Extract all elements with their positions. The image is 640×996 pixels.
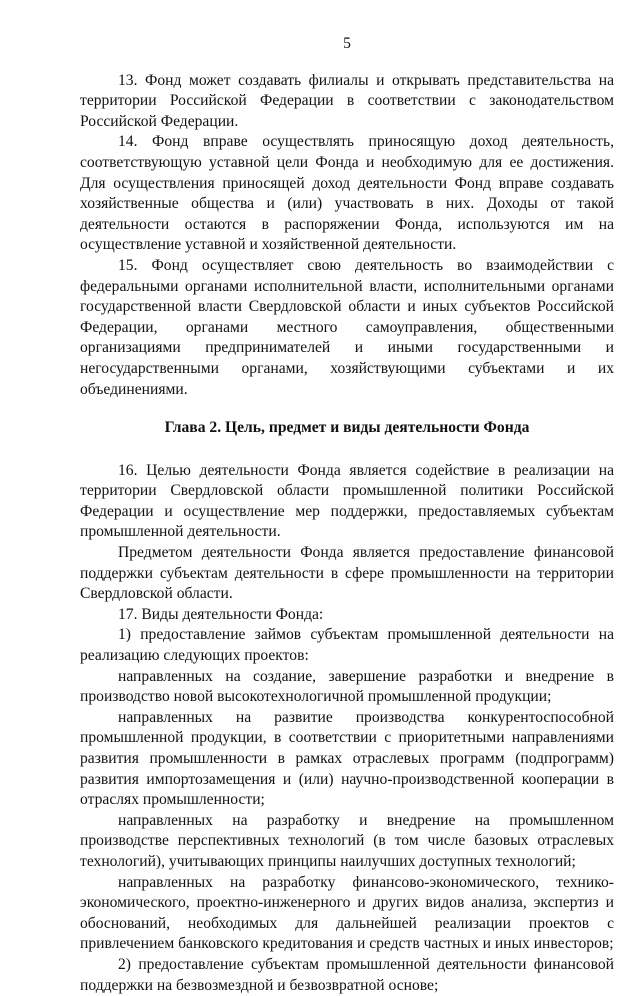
- page-number: 5: [343, 35, 351, 52]
- document-page: [80, 34, 614, 996]
- paragraph-16: 16. Целью деятельности Фонда является содействие в реализации на территории Свердловской области промышленной политики Российской Федерации и осуществление мер поддержки, предоставляемых субъектам промышленной деятельности.: [80, 461, 614, 541]
- list-item-2: 2) предоставление субъектам промышленной деятельности финансовой поддержки на безвозмездной и безвозвратной основе;: [80, 955, 614, 994]
- paragraph-13: 13. Фонд может создавать филиалы и открывать представительства на территории Российской Федерации в соответствии с законодательством Российской Федерации.: [80, 71, 614, 130]
- list-subitem-2: направленных на развитие производства конкурентоспособной промышленной продукции, в соответствии с приоритетными направлениями развития промышленности в рамках отраслевых программ (подпрограмм) развития импортозамещения и (или) научно-производственной кооперации в отраслях промышленности;: [80, 708, 614, 809]
- paragraph-14: 14. Фонд вправе осуществлять приносящую доход деятельность, соответствующую уставной цели Фонда и необходимую для ее достижения. Для осуществления приносящей доход деятельности Фонд вправе создавать хозяйственные общества и (или) участвовать в них. Доходы от такой деятельности остаются в распоряжении Фонда, используются им на осуществление уставной и хозяйственной деятельности.: [80, 133, 614, 254]
- list-item-1: 1) предоставление займов субъектам промышленной деятельности на реализацию следующих проектов:: [80, 626, 614, 665]
- paragraph-subject: Предметом деятельности Фонда является предоставление финансовой поддержки субъектам деятельности в сфере промышленности на территории Свердловской области.: [80, 544, 614, 603]
- paragraph-15: 15. Фонд осуществляет свою деятельность во взаимодействии с федеральными органами исполнительной власти, исполнительными органами государственной власти Свердловской области и иных субъектов Российской Федерации, органами местного самоуправления, общественными организациями предпринимателей и иными государственными и негосударственными органами, хозяйствующими субъектами и их объединениями.: [80, 256, 614, 398]
- list-subitem-1: направленных на создание, завершение разработки и внедрение в производство новой высокотехнологичной промышленной продукции;: [80, 667, 614, 706]
- paragraph-17: 17. Виды деятельности Фонда:: [118, 605, 324, 623]
- chapter-heading: Глава 2. Цель, предмет и виды деятельности Фонда: [164, 419, 530, 437]
- list-subitem-4: направленных на разработку финансово-экономического, технико-экономического, проектно-инженерного и других видов анализа, экспертиз и обоснований, необходимых для дальнейшей реализации проектов с привлечением банковского кредитования и средств частных и иных инвесторов;: [80, 873, 614, 953]
- list-subitem-3: направленных на разработку и внедрение на промышленном производстве перспективных технологий (в том числе базовых отраслевых технологий), учитывающих принципы наилучших доступных технологий;: [80, 811, 614, 870]
